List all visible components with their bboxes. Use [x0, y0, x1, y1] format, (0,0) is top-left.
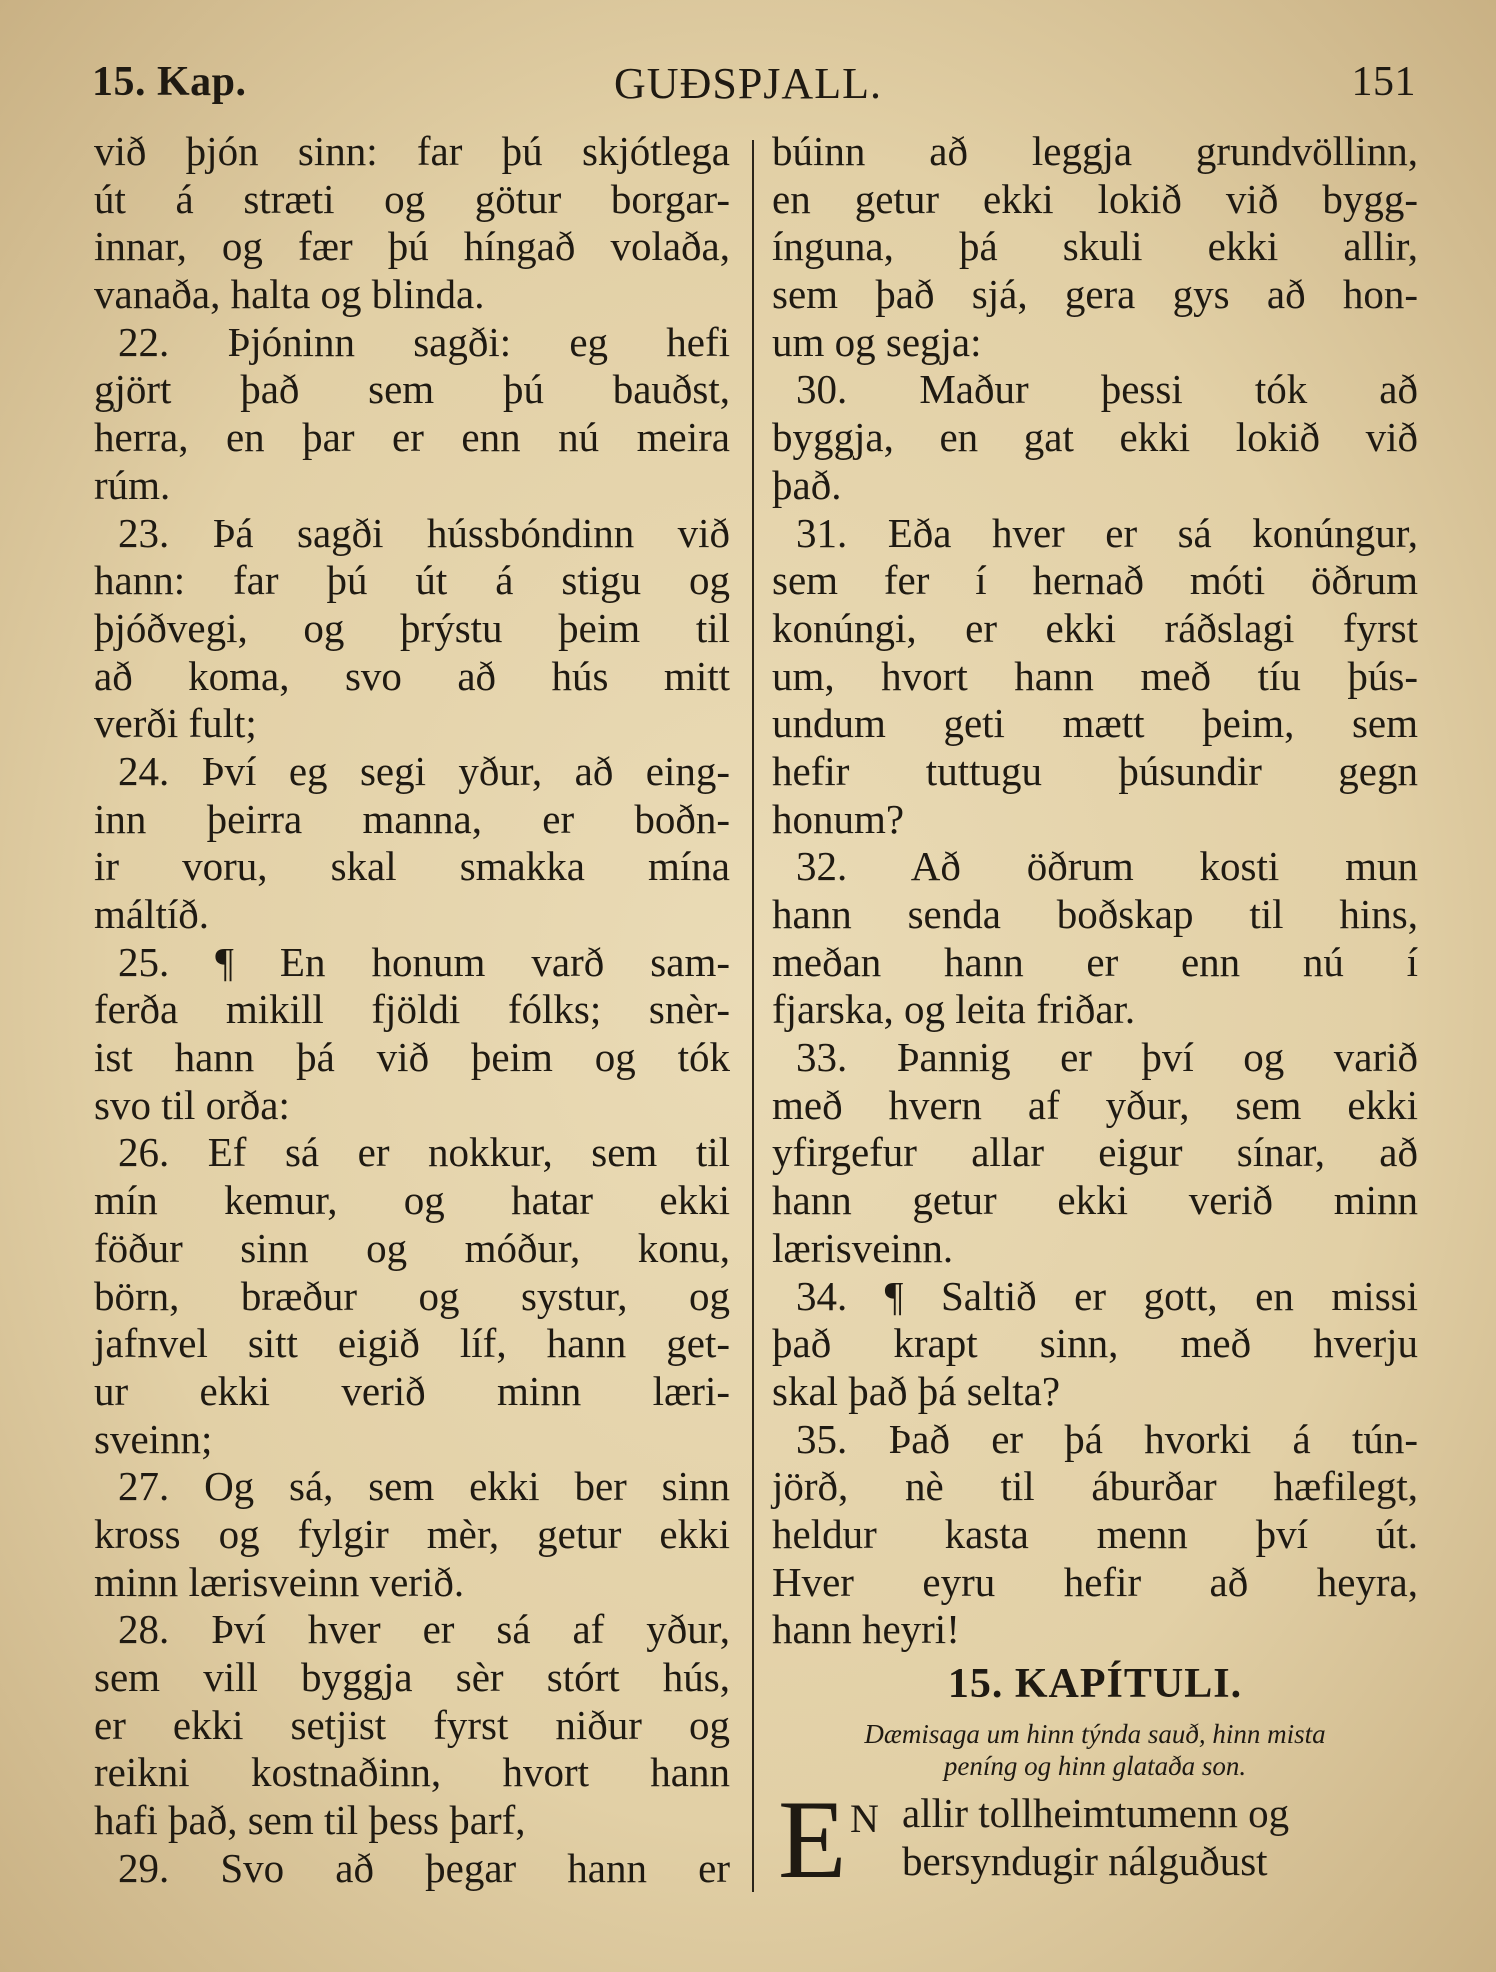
text-line: máltíð. — [94, 891, 210, 937]
chapter-opening-text — [902, 1790, 1418, 1885]
text-line: lærisveinn. — [772, 1224, 954, 1271]
text-line: hann senda boðskap til hins, — [772, 891, 1418, 937]
text-line: hefir tuttugu þúsundir gegn — [772, 747, 1418, 794]
left-column — [94, 128, 730, 1892]
text-line: inn þeirra manna, er boðn- — [94, 795, 730, 842]
text-line: jörð, nè til áburðar hæfilegt, — [772, 1463, 1418, 1510]
text-line: 22. Þjóninn sagði: eg hefi — [118, 318, 730, 365]
text-line: vanaða, halta og blinda. — [94, 271, 485, 318]
text-line: skal það þá selta? — [772, 1367, 1061, 1414]
text-line: um og segja: — [772, 318, 982, 365]
text-line: ferða mikill fjöldi fólks; snèr- — [94, 986, 730, 1033]
chapter-heading: 15. KAPÍTULI. — [947, 1661, 1243, 1707]
text-line: allir tollheimtumenn og — [902, 1790, 1290, 1836]
text-line: rúm. — [94, 461, 171, 508]
text-line: hann: far þú út á stigu og — [94, 557, 730, 604]
text-line: mín kemur, og hatar ekki — [94, 1177, 730, 1224]
page-number: 151 — [1351, 59, 1416, 105]
text-line: það krapt sinn, með hverju — [772, 1320, 1418, 1367]
text-line: kross og fylgir mèr, getur ekki — [94, 1510, 730, 1557]
text-line: það. — [772, 461, 842, 508]
text-line: sveinn; — [94, 1415, 213, 1462]
text-line: 26. Ef sá er nokkur, sem til — [118, 1129, 730, 1176]
text-line: Hver eyru hefir að heyra, — [772, 1558, 1418, 1605]
text-line: 27. Og sá, sem ekki ber sinn — [118, 1463, 730, 1510]
text-line: ir voru, skal smakka mína — [94, 843, 730, 890]
text-line: út á stræti og götur borgar- — [94, 175, 730, 222]
text-line: jafnvel sitt eigið líf, hann get- — [94, 1320, 730, 1367]
text-line: að koma, svo að hús mitt — [94, 652, 730, 699]
text-line: honum? — [772, 795, 905, 842]
text-line: er ekki setjist fyrst niður og — [94, 1701, 730, 1748]
text-line: svo til orða: — [94, 1081, 290, 1128]
text-line: um, hvort hann með tíu þús- — [772, 652, 1418, 699]
drop-cap: E — [778, 1778, 847, 1902]
text-line: sem fer í hernað móti öðrum — [772, 557, 1418, 604]
text-line: ínguna, þá skuli ekki allir, — [772, 223, 1418, 270]
right-column — [772, 128, 1418, 1654]
chapter-summary-line: Dæmisaga um hinn týnda sauð, hinn mista — [864, 1719, 1326, 1749]
text-line: 31. Eða hver er sá konúngur, — [796, 509, 1418, 556]
text-line: konúngi, er ekki ráðslagi fyrst — [772, 604, 1418, 651]
text-line: 33. Þannig er því og varið — [796, 1034, 1418, 1081]
text-line: 25. ¶ En honum varð sam- — [118, 938, 730, 985]
text-line: undum geti mætt þeim, sem — [772, 700, 1418, 747]
text-line: heldur kasta menn því út. — [772, 1510, 1418, 1557]
text-line: innar, og fær þú híngað volaða, — [94, 223, 730, 270]
text-line: með hvern af yður, sem ekki — [772, 1081, 1418, 1128]
text-line: 29. Svo að þegar hann er — [118, 1844, 730, 1891]
text-line: ist hann þá við þeim og tók — [94, 1034, 730, 1081]
text-line: 24. Því eg segi yður, að eing- — [118, 747, 730, 794]
text-line: yfirgefur allar eigur sínar, að — [772, 1129, 1418, 1176]
text-line: en getur ekki lokið við bygg- — [772, 175, 1418, 222]
text-line: hafi það, sem til þess þarf, — [94, 1797, 526, 1844]
text-line: byggja, en gat ekki lokið við — [772, 414, 1418, 461]
text-line: verði fult; — [94, 700, 257, 747]
chapter-summary-line: peníng og hinn glataða son. — [943, 1751, 1247, 1781]
text-line: 28. Því hver er sá af yður, — [118, 1606, 730, 1653]
text-line: sem vill byggja sèr stórt hús, — [94, 1654, 730, 1700]
text-line: börn, bræður og systur, og — [94, 1272, 730, 1319]
text-line: 35. Það er þá hvorki á tún- — [796, 1415, 1418, 1462]
text-line: fjarska, og leita friðar. — [772, 986, 1136, 1033]
drop-cap-continuation: N — [850, 1796, 879, 1841]
text-line: 32. Að öðrum kosti mun — [796, 843, 1418, 890]
text-line: hann getur ekki verið minn — [772, 1177, 1418, 1224]
text-line: meðan hann er enn nú í — [772, 938, 1418, 985]
text-line: við þjón sinn: far þú skjótlega — [94, 128, 730, 174]
text-line: 30. Maður þessi tók að — [796, 366, 1418, 413]
text-line: föður sinn og móður, konu, — [94, 1224, 730, 1271]
chapter-summary — [772, 1718, 1418, 1782]
text-line: 34. ¶ Saltið er gott, en missi — [796, 1272, 1418, 1319]
chapter-label: 15. Kap. — [92, 59, 247, 105]
text-line: ur ekki verið minn læri- — [94, 1367, 730, 1414]
text-line: minn lærisveinn verið. — [94, 1558, 465, 1605]
text-line: bersyndugir nálguðust — [902, 1837, 1268, 1884]
text-line: 23. Þá sagði hússbóndinn við — [118, 509, 730, 556]
text-line: sem það sjá, gera gys að hon- — [772, 271, 1418, 318]
text-line: gjört það sem þú bauðst, — [94, 366, 730, 413]
text-line: hann heyri! — [772, 1606, 960, 1653]
column-divider — [752, 140, 754, 1892]
text-line: herra, en þar er enn nú meira — [94, 414, 730, 461]
running-title: GUÐSPJALL. — [614, 59, 882, 108]
text-line: reikni kostnaðinn, hvort hann — [94, 1749, 730, 1796]
text-line: búinn að leggja grundvöllinn, — [772, 128, 1418, 174]
text-line: þjóðvegi, og þrýstu þeim til — [94, 604, 730, 651]
